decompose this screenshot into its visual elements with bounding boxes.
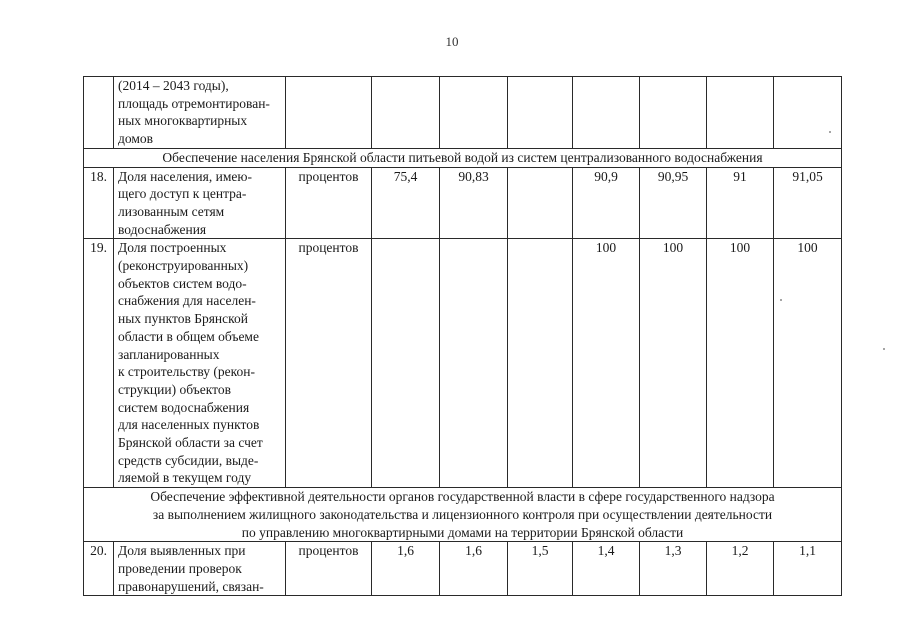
value-cell: 1,4 <box>573 542 640 596</box>
value-cell <box>440 77 508 149</box>
indicator-name: (2014 – 2043 годы), площадь отремонтирован- ных многоквартирных домов <box>114 77 286 149</box>
value-cell: 1,6 <box>372 542 440 596</box>
value-cell: 1,2 <box>707 542 774 596</box>
section-heading: Обеспечение населения Брянской области питьевой водой из систем централизованного водоснабжения <box>84 148 842 167</box>
indicators-table <box>83 76 842 596</box>
scan-speck <box>829 131 831 133</box>
value-cell: 100 <box>707 239 774 488</box>
value-cell: 75,4 <box>372 167 440 239</box>
page-number: 10 <box>445 34 459 49</box>
row-number <box>84 77 114 149</box>
row-number: 20. <box>84 542 114 596</box>
row-number: 18. <box>84 167 114 239</box>
section-row <box>84 488 842 542</box>
value-cell: 1,3 <box>640 542 707 596</box>
unit-cell: процентов <box>286 239 372 488</box>
value-cell <box>508 239 573 488</box>
value-cell <box>774 77 842 149</box>
value-cell: 1,5 <box>508 542 573 596</box>
value-cell <box>372 77 440 149</box>
indicator-name: Доля населения, имею- щего доступ к центра- лизованным сетям водоснабжения <box>114 167 286 239</box>
table-row <box>84 239 842 488</box>
value-cell: 100 <box>774 239 842 488</box>
value-cell: 90,95 <box>640 167 707 239</box>
value-cell: 100 <box>573 239 640 488</box>
value-cell: 1,6 <box>440 542 508 596</box>
indicator-name: Доля выявленных при проведении проверок правонарушений, связан- <box>114 542 286 596</box>
value-cell: 91,05 <box>774 167 842 239</box>
value-cell <box>508 77 573 149</box>
value-cell <box>440 239 508 488</box>
section-row <box>84 148 842 167</box>
value-cell <box>640 77 707 149</box>
unit-cell: процентов <box>286 542 372 596</box>
value-cell <box>573 77 640 149</box>
value-cell: 1,1 <box>774 542 842 596</box>
indicator-name: Доля построенных (реконструированных) объектов систем водо- снабжения для населен- ных пунктов Брянской области в общем объеме запланированных к строительству (рекон- струкции) объектов систем водоснабжения для населенных пунктов Брянской области за счет средств субсидии, выде- ляемой в текущем году <box>114 239 286 488</box>
section-heading: Обеспечение эффективной деятельности органов государственной власти в сфере государственного надзора за выполнением жилищного законодательства и лицензионного контроля при осуществлении деятельности по управлению многоквартирными домами на территории Брянской области <box>84 488 842 542</box>
value-cell: 90,9 <box>573 167 640 239</box>
value-cell: 100 <box>640 239 707 488</box>
value-cell: 91 <box>707 167 774 239</box>
unit-cell: процентов <box>286 167 372 239</box>
value-cell <box>372 239 440 488</box>
scan-speck <box>883 348 885 350</box>
table-row <box>84 167 842 239</box>
table-row <box>84 542 842 596</box>
unit-cell <box>286 77 372 149</box>
table-row <box>84 77 842 149</box>
value-cell <box>707 77 774 149</box>
value-cell: 90,83 <box>440 167 508 239</box>
row-number: 19. <box>84 239 114 488</box>
value-cell <box>508 167 573 239</box>
scan-speck <box>780 299 782 301</box>
